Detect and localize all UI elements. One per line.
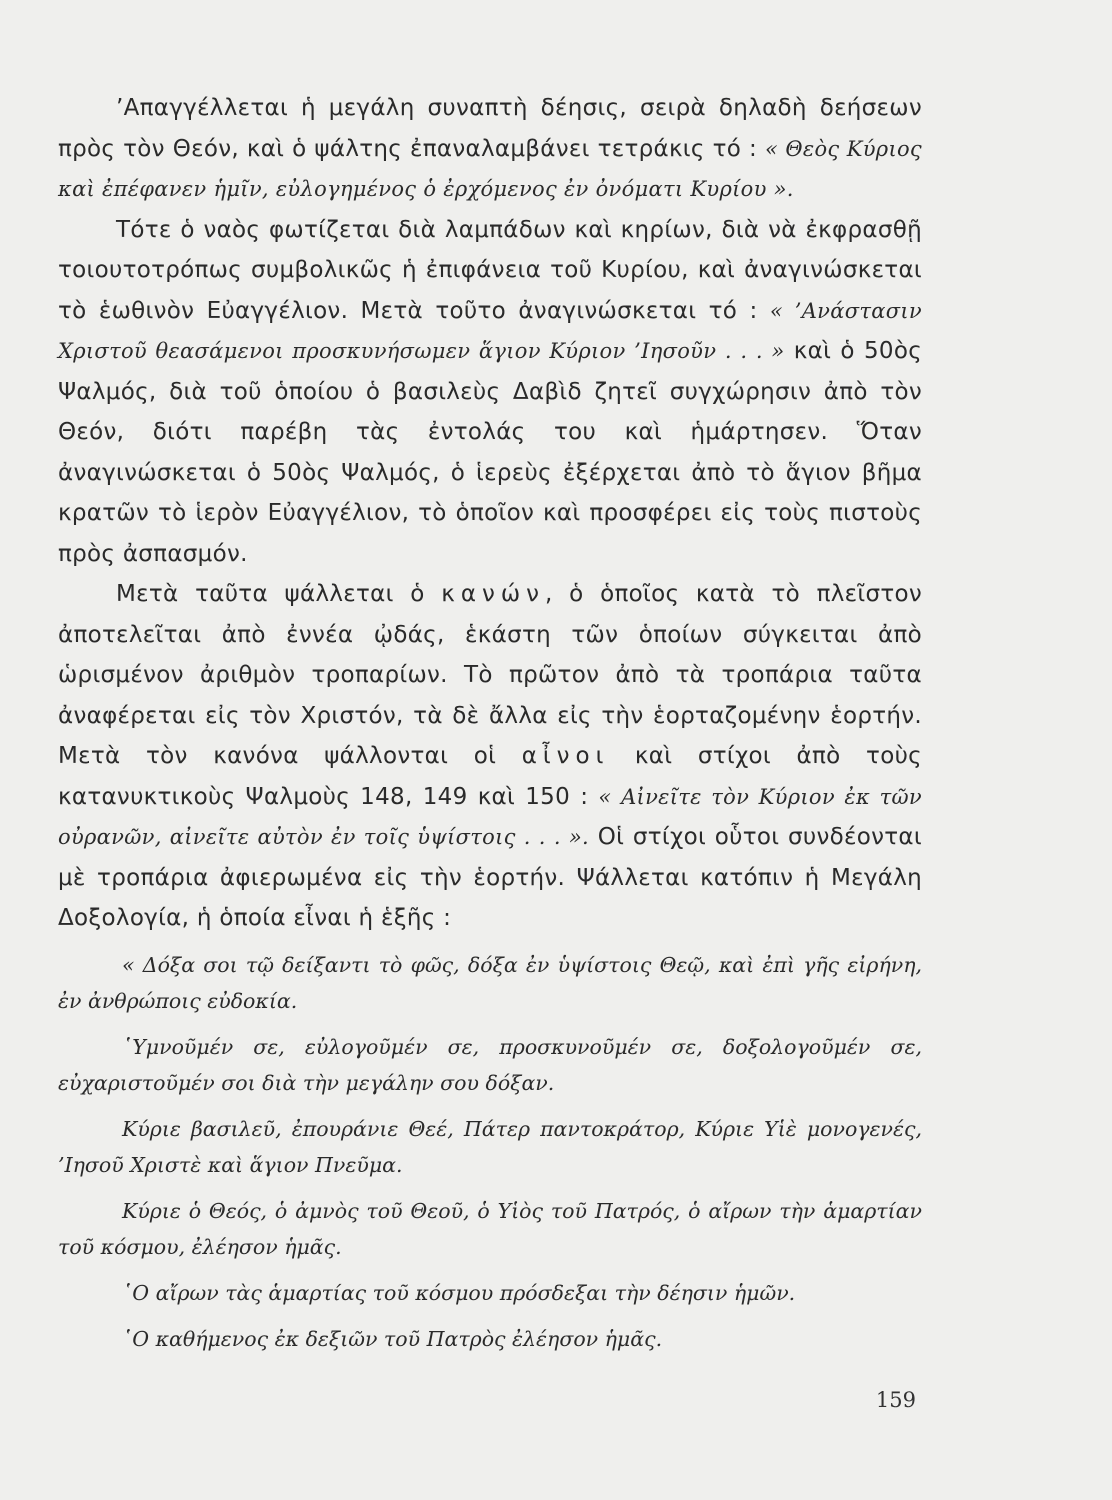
paragraph-3-text-b: , ὁ ὁποῖος κατὰ τὸ πλεῖστον ἀποτελεῖται ἀπὸ ἐννέα ᾠδάς, ἑκάστη τῶν ὁποίων σύγκειται ἀπὸ ὡρισμένον ἀριθμὸν τροπαρίων. Τὸ πρῶτον ἀπὸ τὰ τροπάρια ταῦτα ἀναφέρεται εἰς τὸν Χριστόν, τὰ δὲ ἄλλα εἰς τὴν ἑορταζομένην ἑορτήν. Μετὰ τὸν κανόνα ψάλλονται οἱ (58, 581, 922, 769)
paragraph-1-text: ’Απαγγέλλεται ἡ μεγάλη συναπτὴ δέησις, σειρὰ δηλαδὴ δεήσεων πρὸς τὸν Θεόν, καὶ ὁ ψάλτης ἐπαναλαμβάνει τετράκις τό : (58, 95, 922, 162)
doxology-verse: ῾Ο καθήμενος ἐκ δεξιῶν τοῦ Πατρὸς ἐλέησον ἡμᾶς. (122, 1326, 663, 1351)
doxology-verse: « Δόξα σοι τῷ δείξαντι τὸ φῶς, δόξα ἐν ὑψίστοις Θεῷ, καὶ ἐπὶ γῆς εἰρήνη, ἐν ἀνθρώποις εὐδοκία. (58, 952, 922, 1013)
great-doxology (58, 947, 922, 1357)
paragraph-3-text-d: Οἱ στίχοι οὗτοι συνδέονται μὲ τροπάρια ἀφιερωμένα εἰς τὴν ἑορτήν. Ψάλλεται κατόπιν ἡ Μεγάλη Δοξολογία, ἡ ὁποία εἶναι ἡ ἑξῆς : (58, 824, 922, 931)
paragraph-3-text-c: καὶ στίχοι ἀπὸ τοὺς κατανυκτικοὺς Ψαλμοὺς 148, 149 καὶ 150 : (58, 743, 922, 810)
doxology-verse: Κύριε ὁ Θεός, ὁ ἀμνὸς τοῦ Θεοῦ, ὁ Υἱὸς τοῦ Πατρός, ὁ αἴρων τὴν ἁμαρτίαν τοῦ κόσμου, ἐλέησον ἡμᾶς. (58, 1198, 922, 1259)
page-number: 159 (875, 1388, 916, 1412)
paragraph-2-text-a: Τότε ὁ ναὸς φωτίζεται διὰ λαμπάδων καὶ κηρίων, διὰ νὰ ἐκφρασθῇ τοιουτοτρόπως συμβολικῶς ἡ ἐπιφάνεια τοῦ Κυρίου, καὶ ἀναγινώσκεται τὸ ἑωθινὸν Εὐαγγέλιον. Μετὰ τοῦτο ἀναγινώσκεται τό : (58, 216, 922, 324)
paragraph-2 (58, 210, 922, 575)
quote-aineite: « Αἰνεῖτε τὸν Κύριον ἐκ τῶν οὐρανῶν, αἰνεῖτε αὐτὸν ἐν τοῖς ὑψίστοις . . . ». (58, 784, 922, 849)
term-kanon: κανών (441, 581, 545, 607)
doxology-verse: ῾Ο αἴρων τὰς ἁμαρτίας τοῦ κόσμου πρόσδεξαι τὴν δέησιν ἡμῶν. (122, 1280, 796, 1305)
paragraph-1 (58, 88, 922, 210)
doxology-verse: ῾Υμνοῦμέν σε, εὐλογοῦμέν σε, προσκυνοῦμέν σε, δοξολογοῦμέν σε, εὐχαριστοῦμέν σοι διὰ τὴν μεγάλην σου δόξαν. (58, 1034, 922, 1095)
quote-theos-kyrios: « Θεὸς Κύριος καὶ ἐπέφανεν ἡμῖν, εὐλογημένος ὁ ἐρχόμενος ἐν ὀνόματι Κυρίου ». (58, 136, 922, 201)
doxology-verse: Κύριε βασιλεῦ, ἐπουράνιε Θεέ, Πάτερ παντοκράτορ, Κύριε Υἱὲ μονογενές, ’Ιησοῦ Χριστὲ καὶ ἅγιον Πνεῦμα. (58, 1116, 922, 1177)
quote-anastasin: « ’Ανάστασιν Χριστοῦ θεασάμενοι προσκυνήσωμεν ἅγιον Κύριον ’Ιησοῦν . . . » (58, 298, 922, 363)
paragraph-2-text-b: καὶ ὁ 50ὸς Ψαλμός, διὰ τοῦ ὁποίου ὁ βασιλεὺς Δαβὶδ ζητεῖ συγχώρησιν ἀπὸ τὸν Θεόν, διότι παρέβη τὰς ἐντολάς του καὶ ἡμάρτησεν. Ὅταν ἀναγινώσκεται ὁ 50ὸς Ψαλμός, ὁ ἱερεὺς ἐξέρχεται ἀπὸ τὸ ἅγιον βῆμα κρατῶν τὸ ἱερὸν Εὐαγγέλιον, τὸ ὁποῖον καὶ προσφέρει εἰς τοὺς πιστοὺς πρὸς ἀσπασμόν. (58, 338, 922, 567)
term-aenoi: αἶνοι (521, 743, 610, 769)
paragraph-3 (58, 574, 922, 939)
paragraph-3-text-a: Μετὰ ταῦτα ψάλλεται ὁ (116, 581, 425, 607)
